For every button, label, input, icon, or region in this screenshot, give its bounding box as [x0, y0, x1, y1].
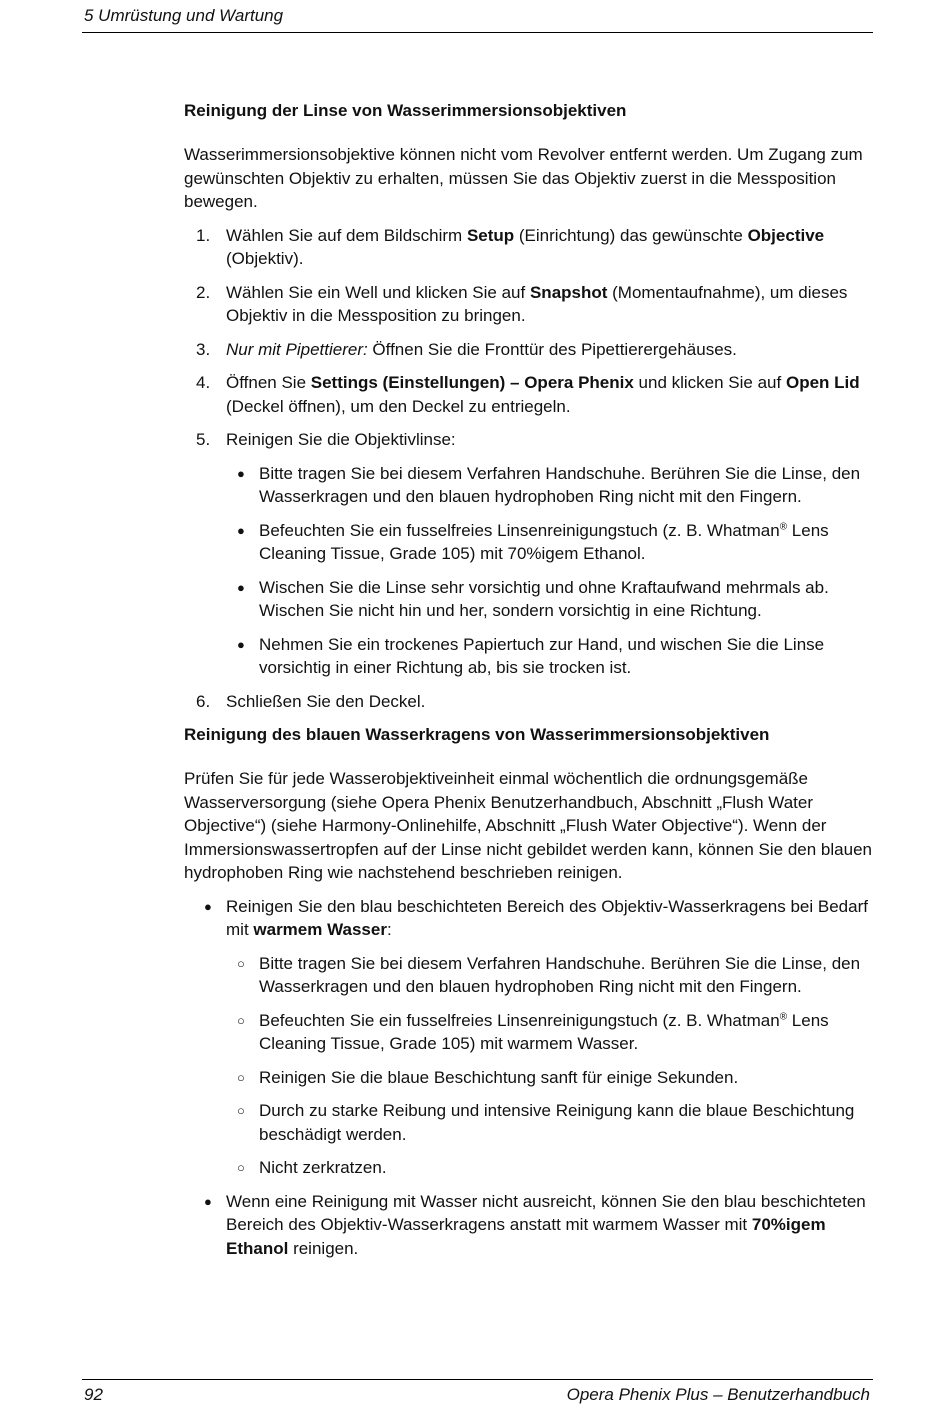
list-item-text: Bitte tragen Sie bei diesem Verfahren Handschuhe. Berühren Sie die Linse, den Wasserkragen und den blauen hydrophoben Ring nicht mit den Fingern.	[259, 463, 861, 506]
step-number: 2.	[196, 282, 211, 302]
step-number: 5.	[196, 430, 211, 449]
step-text: Schließen Sie den Deckel.	[226, 691, 426, 711]
running-header: 5 Umrüstung und Wartung	[84, 6, 284, 25]
step-text: (Deckel öffnen), um den Deckel zu entriegeln.	[226, 396, 571, 416]
step-text: Öffnen Sie die Fronttür des Pipettierergehäuses.	[367, 339, 737, 359]
list-item	[226, 519, 874, 566]
section-heading-collar: Reinigung des blauen Wasserkragens von Wasserimmersionsobjektiven	[184, 725, 770, 744]
circle-bullet-icon: ○	[237, 955, 245, 971]
step-text: und klicken Sie auf	[633, 373, 786, 392]
bullet-icon: ●	[204, 1193, 212, 1209]
step-condition: Nur mit Pipettierer:	[226, 339, 368, 359]
list-item-text: Befeuchten Sie ein fusselfreies Linsenreinigungstuch (z. B. Whatman	[259, 1010, 780, 1030]
list-item	[226, 462, 874, 509]
step-item	[184, 338, 874, 362]
step-item	[184, 371, 874, 418]
section-intro-collar: Prüfen Sie für jede Wasserobjektiveinheit einmal wöchentlich die ordnungsgemäße Wasserversorgung (siehe Opera Phenix Benutzerhandbuch, Abschnitt „Flush Water Objective“) (siehe Harmony-Onlinehilfe, Abschnitt „Flush Water Objective“). Wenn der Immersionswassertropfen auf der Linse nicht gebildet werden kann, können Sie den blauen hydrophoben Ring wie nachstehend beschrieben reinigen.	[184, 769, 872, 882]
section-heading-lens: Reinigung der Linse von Wasserimmersionsobjektiven	[184, 101, 627, 120]
circle-bullet-icon: ○	[237, 1012, 245, 1028]
list-item-text: Reinigen Sie die blaue Beschichtung sanft für einige Sekunden.	[259, 1067, 739, 1087]
collar-sub-bullets	[226, 952, 874, 1180]
step-text: Öffnen Sie	[226, 373, 311, 392]
circle-bullet-icon: ○	[237, 1069, 245, 1085]
list-item-text: Wischen Sie die Linse sehr vorsichtig und ohne Kraftaufwand mehrmals ab. Wischen Sie nicht hin und her, sondern vorsichtig in eine Richtung.	[259, 577, 829, 620]
step-item	[184, 224, 874, 271]
bullet-icon: ●	[237, 636, 245, 652]
step-ui-term: Snapshot	[529, 282, 608, 302]
sub-list-item	[226, 1066, 874, 1090]
page-content	[184, 99, 874, 1270]
step-item	[184, 690, 874, 714]
list-item-text: reinigen.	[288, 1238, 359, 1258]
registered-mark: ®	[779, 1010, 788, 1022]
sub-list-item	[226, 952, 874, 999]
list-item-text: Nehmen Sie ein trockenes Papiertuch zur Hand, und wischen Sie die Linse vorsichtig in einer Richtung ab, bis sie trocken ist.	[259, 634, 825, 677]
sub-list-item	[226, 1009, 874, 1056]
lens-cleaning-bullets	[226, 462, 874, 680]
step-text: (Einrichtung) das gewünschte	[514, 225, 748, 245]
footer-rule	[82, 1379, 873, 1380]
list-item-text: Lens Cleaning Tissue, Grade 105) mit warmem Wasser.	[259, 1010, 829, 1053]
circle-bullet-icon: ○	[237, 1160, 245, 1175]
bullet-icon: ●	[237, 522, 245, 538]
step-ui-term: Settings (Einstellungen) – Opera Phenix	[310, 373, 634, 392]
step-item	[184, 428, 874, 680]
step-number: 4.	[196, 373, 211, 392]
list-item-text: Lens Cleaning Tissue, Grade 105) mit 70%igem Ethanol.	[259, 520, 829, 563]
list-item	[184, 1190, 874, 1261]
bullet-icon: ●	[204, 898, 212, 914]
step-number: 6.	[196, 691, 211, 711]
step-text: Reinigen Sie die Objektivlinse:	[226, 430, 456, 449]
list-item	[226, 633, 874, 680]
emphasis-text: 70%igem Ethanol	[226, 1215, 826, 1258]
step-number: 1.	[196, 225, 211, 245]
header-rule	[82, 32, 873, 33]
step-text: Wählen Sie auf dem Bildschirm	[226, 225, 467, 245]
section-intro-lens: Wasserimmersionsobjektive können nicht vom Revolver entfernt werden. Um Zugang zum gewünschten Objektiv zu erhalten, müssen Sie das Objektiv zuerst in die Messposition bewegen.	[184, 145, 863, 211]
emphasis-text: warmem Wasser	[253, 920, 387, 939]
step-text: (Objektiv).	[226, 249, 304, 268]
list-item-text: Befeuchten Sie ein fusselfreies Linsenreinigungstuch (z. B. Whatman	[259, 520, 780, 540]
list-item-text: Reinigen Sie den blau beschichteten Bereich des Objektiv-Wasserkragens bei Bedarf mit	[226, 896, 868, 939]
sub-list-item	[226, 1099, 874, 1146]
bullet-icon: ●	[237, 465, 245, 481]
list-item-text: Bitte tragen Sie bei diesem Verfahren Handschuhe. Berühren Sie die Linse, den Wasserkragen und den blauen hydrophoben Ring nicht mit den Fingern.	[259, 953, 861, 996]
step-number: 3.	[196, 339, 211, 359]
step-item	[184, 281, 874, 328]
page-number: 92	[84, 1385, 103, 1404]
sub-list-item	[226, 1156, 874, 1180]
step-ui-term: Setup	[466, 225, 515, 245]
bullet-icon: ●	[237, 579, 245, 595]
cleaning-steps	[184, 224, 874, 714]
circle-bullet-icon: ○	[237, 1103, 245, 1118]
list-item-text: Durch zu starke Reibung und intensive Reinigung kann die blaue Beschichtung beschädigt werden.	[259, 1101, 855, 1144]
step-text: (Momentaufnahme), um dieses Objektiv in die Messposition zu bringen.	[226, 282, 848, 325]
list-item-text: Wenn eine Reinigung mit Wasser nicht ausreicht, können Sie den blau beschichteten Bereich des Objektiv-Wasserkragens anstatt mit warmem Wasser mit	[226, 1191, 866, 1234]
list-item	[226, 576, 874, 623]
list-item	[184, 895, 874, 1180]
document-title: Opera Phenix Plus – Benutzerhandbuch	[566, 1385, 870, 1404]
step-text: Wählen Sie ein Well und klicken Sie auf	[226, 282, 530, 302]
list-item-text: :	[386, 920, 392, 939]
step-ui-term: Objective	[747, 225, 825, 245]
list-item-text: Nicht zerkratzen.	[259, 1158, 387, 1177]
registered-mark: ®	[779, 520, 788, 532]
step-ui-term: Open Lid	[785, 373, 860, 392]
collar-cleaning-bullets	[184, 895, 874, 1261]
